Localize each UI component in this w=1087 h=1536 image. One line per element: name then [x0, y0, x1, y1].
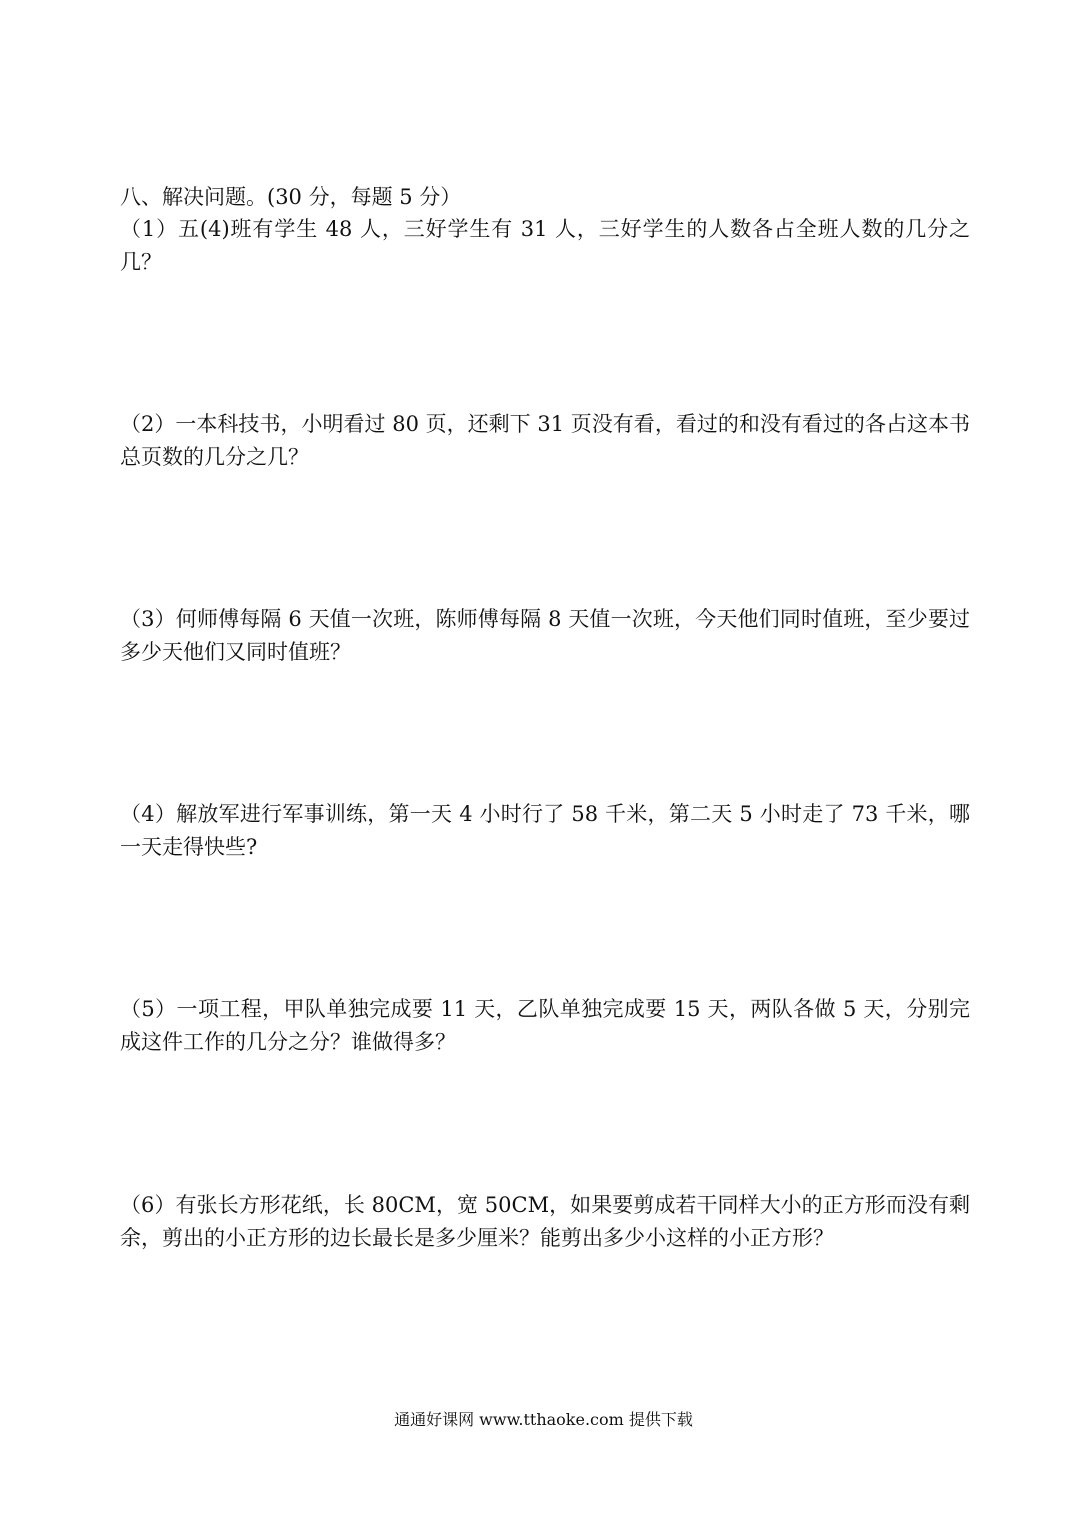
page-footer: 通通好课网 www.tthaoke.com 提供下载 [394, 1410, 693, 1429]
question-3: （3）何师傅每隔 6 天值一次班，陈师傅每隔 8 天值一次班，今天他们同时值班，至少要过多少天他们又同时值班？ [120, 607, 970, 664]
question-1: （1）五(4)班有学生 48 人，三好学生有 31 人，三好学生的人数各占全班人数的几分之几？ [120, 217, 970, 274]
section-title: 八、解决问题。(30 分，每题 5 分） [120, 185, 462, 209]
question-6: （6）有张长方形花纸，长 80CM，宽 50CM，如果要剪成若干同样大小的正方形而没有剩余，剪出的小正方形的边长最长是多少厘米？能剪出多少小这样的小正方形？ [120, 1193, 970, 1250]
question-2: （2）一本科技书，小明看过 80 页，还剩下 31 页没有看，看过的和没有看过的各占这本书总页数的几分之几？ [120, 412, 970, 469]
question-5: （5）一项工程，甲队单独完成要 11 天，乙队单独完成要 15 天，两队各做 5 天，分别完成这件工作的几分之分？谁做得多？ [120, 997, 970, 1054]
question-4: （4）解放军进行军事训练，第一天 4 小时行了 58 千米，第二天 5 小时走了 73 千米，哪一天走得快些? [120, 802, 970, 859]
